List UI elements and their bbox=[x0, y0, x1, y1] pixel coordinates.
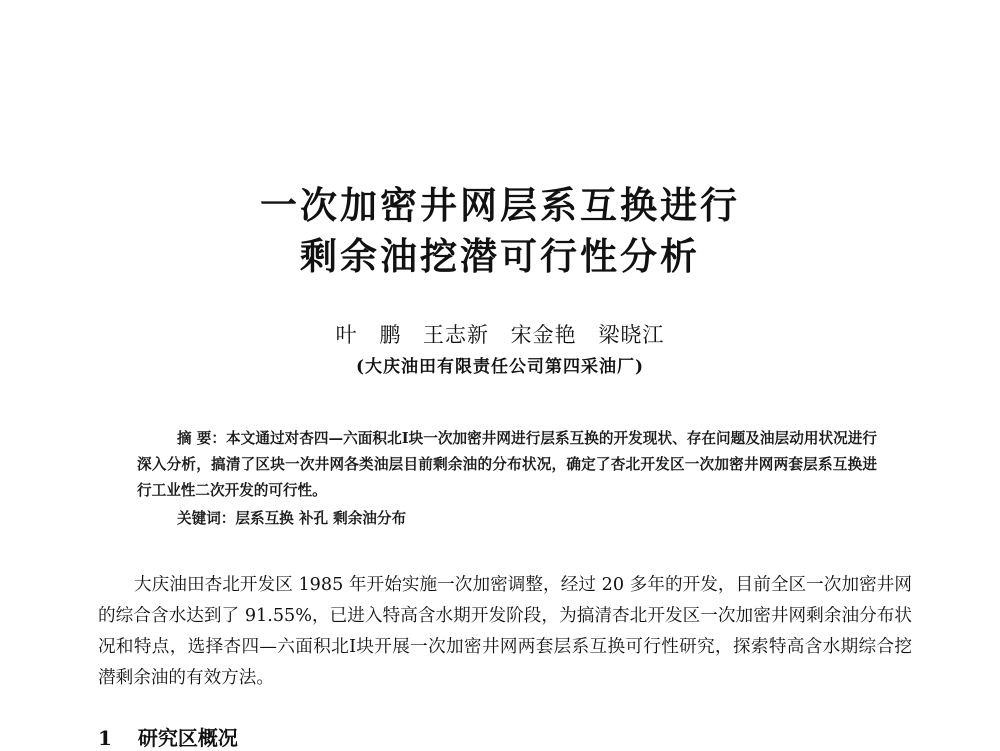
abstract-label: 摘 要： bbox=[177, 430, 227, 447]
keywords-text: 层系互换 补孔 剩余油分布 bbox=[235, 510, 407, 527]
keywords bbox=[137, 506, 877, 532]
paper-title-line-1: 一次加密井网层系互换进行 bbox=[260, 184, 740, 227]
keywords-label: 关键词： bbox=[177, 510, 236, 527]
abstract bbox=[137, 426, 877, 504]
abstract-text: 本文通过对杏四—六面积北Ⅰ块一次加密井网进行层系互换的开发现状、存在问题及油层动用状况进行深入分析，搞清了区块一次井网各类油层目前剩余油的分布状况，确定了杏北开发区一次加密井网两套层系互换进行工业性二次开发的可行性。 bbox=[137, 430, 877, 499]
author-list: 叶 鹏 王志新 宋金艳 梁晓江 bbox=[335, 323, 665, 347]
section-title: 研究区概况 bbox=[137, 726, 238, 750]
section-heading bbox=[98, 722, 264, 751]
section-number: 1 bbox=[98, 726, 112, 750]
affiliation: (大庆油田有限责任公司第四采油厂) bbox=[355, 357, 645, 377]
body-paragraph: 大庆油田杏北开发区 1985 年开始实施一次加密调整，经过 20 多年的开发，目前全区一次加密井网的综合含水达到了 91.55%，已进入特高含水期开发阶段，为搞清杏北开发区一次加密井网剩余油分布状况和特点，选择杏四—六面积北Ⅰ块开展一次加密井网两套层系互换可行性研究，探索特高含水期综合挖潜剩余油的有效方法。 bbox=[98, 575, 912, 688]
paper-title-line-2: 剩余油挖潜可行性分析 bbox=[300, 235, 700, 278]
